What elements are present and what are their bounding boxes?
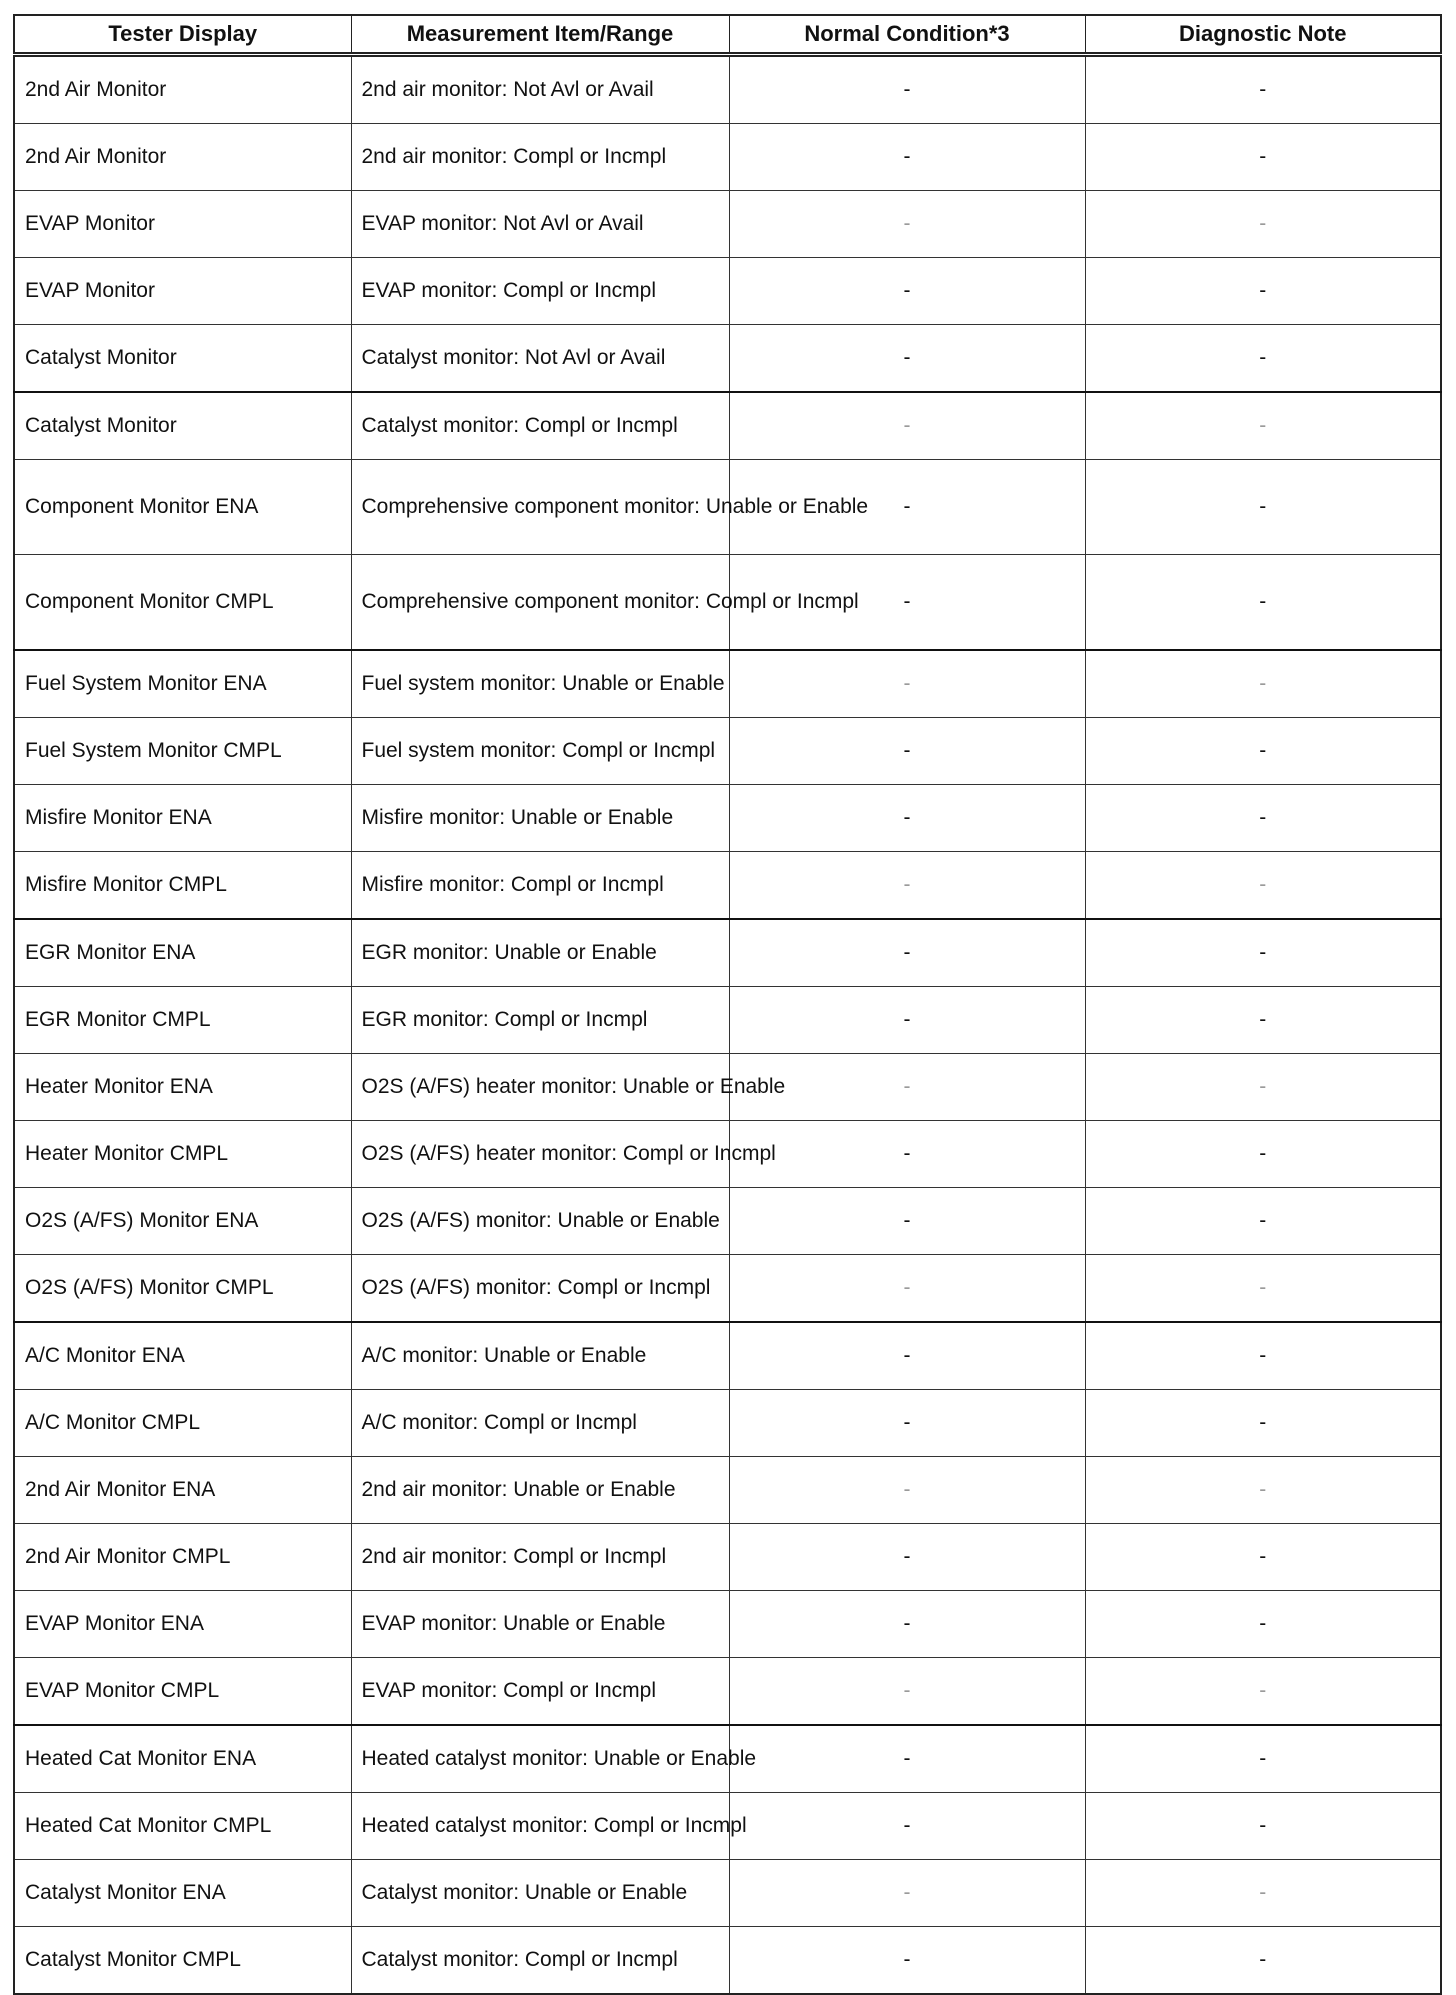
tester-display-cell: A/C Monitor ENA — [14, 1322, 351, 1390]
measurement-item-cell: O2S (A/FS) heater monitor: Unable or Enable — [351, 1054, 729, 1121]
table-row — [14, 460, 1441, 555]
normal-condition-cell — [729, 258, 1085, 325]
normal-condition-cell — [729, 1793, 1085, 1860]
normal-condition-value: - — [903, 1411, 911, 1434]
measurement-item-cell: 2nd air monitor: Compl or Incmpl — [351, 1524, 729, 1591]
tester-display-cell: Component Monitor ENA — [14, 460, 351, 555]
tester-display-cell: O2S (A/FS) Monitor ENA — [14, 1188, 351, 1255]
diagnostic-note-value: - — [1259, 672, 1267, 695]
tester-display-cell: Heated Cat Monitor CMPL — [14, 1793, 351, 1860]
diagnostic-note-cell — [1085, 555, 1441, 651]
normal-condition-cell — [729, 1390, 1085, 1457]
diagnostic-note-cell — [1085, 1591, 1441, 1658]
normal-condition-value: - — [903, 1814, 911, 1837]
normal-condition-cell — [729, 124, 1085, 191]
measurement-item-cell: Misfire monitor: Unable or Enable — [351, 785, 729, 852]
table-row — [14, 124, 1441, 191]
header-measurement-item-range: Measurement Item/Range — [351, 15, 729, 55]
measurement-item-cell: Catalyst monitor: Unable or Enable — [351, 1860, 729, 1927]
measurement-item-cell: EVAP monitor: Not Avl or Avail — [351, 191, 729, 258]
table-row — [14, 1860, 1441, 1927]
table-row — [14, 1793, 1441, 1860]
normal-condition-value: - — [903, 739, 911, 762]
diagnostic-note-cell — [1085, 1054, 1441, 1121]
diagnostic-note-value: - — [1259, 941, 1267, 964]
table-row — [14, 1188, 1441, 1255]
diagnostic-note-cell — [1085, 1860, 1441, 1927]
normal-condition-value: - — [903, 1075, 911, 1098]
normal-condition-value: - — [903, 873, 911, 896]
normal-condition-cell — [729, 987, 1085, 1054]
table-row — [14, 258, 1441, 325]
diagnostic-note-value: - — [1259, 1276, 1267, 1299]
diagnostic-note-cell — [1085, 392, 1441, 460]
measurement-item-cell: Catalyst monitor: Compl or Incmpl — [351, 392, 729, 460]
tester-display-cell: 2nd Air Monitor CMPL — [14, 1524, 351, 1591]
diagnostic-note-value: - — [1259, 1008, 1267, 1031]
table-row — [14, 718, 1441, 785]
normal-condition-value: - — [903, 1478, 911, 1501]
diagnostic-note-value: - — [1259, 346, 1267, 369]
normal-condition-cell — [729, 1322, 1085, 1390]
measurement-item-cell: A/C monitor: Compl or Incmpl — [351, 1390, 729, 1457]
measurement-item-cell: Heated catalyst monitor: Compl or Incmpl — [351, 1793, 729, 1860]
header-tester-display: Tester Display — [14, 15, 351, 55]
tester-display-cell: Fuel System Monitor ENA — [14, 650, 351, 718]
normal-condition-cell — [729, 1591, 1085, 1658]
diagnostic-note-value: - — [1259, 1411, 1267, 1434]
diagnostic-note-cell — [1085, 1658, 1441, 1726]
diagnostic-note-value: - — [1259, 1545, 1267, 1568]
diagnostic-note-cell — [1085, 1322, 1441, 1390]
normal-condition-value: - — [903, 590, 911, 613]
diagnostic-note-cell — [1085, 1121, 1441, 1188]
tester-display-cell: Catalyst Monitor — [14, 325, 351, 393]
diagnostic-note-value: - — [1259, 1075, 1267, 1098]
tester-display-cell: Catalyst Monitor — [14, 392, 351, 460]
normal-condition-cell — [729, 1188, 1085, 1255]
tester-display-cell: Fuel System Monitor CMPL — [14, 718, 351, 785]
tester-display-cell: Catalyst Monitor ENA — [14, 1860, 351, 1927]
diagnostic-note-value: - — [1259, 1679, 1267, 1702]
normal-condition-value: - — [903, 279, 911, 302]
diagnostic-note-value: - — [1259, 414, 1267, 437]
measurement-item-cell: O2S (A/FS) monitor: Compl or Incmpl — [351, 1255, 729, 1323]
normal-condition-value: - — [903, 78, 911, 101]
normal-condition-cell — [729, 1860, 1085, 1927]
table-row — [14, 1390, 1441, 1457]
diagnostic-note-value: - — [1259, 1881, 1267, 1904]
table-header — [14, 15, 1441, 55]
diagnostic-note-value: - — [1259, 873, 1267, 896]
diagnostic-note-value: - — [1259, 590, 1267, 613]
normal-condition-value: - — [903, 1008, 911, 1031]
diagnostic-note-cell — [1085, 55, 1441, 124]
diagnostic-note-value: - — [1259, 1814, 1267, 1837]
measurement-item-cell: 2nd air monitor: Unable or Enable — [351, 1457, 729, 1524]
diagnostic-note-value: - — [1259, 78, 1267, 101]
tester-display-cell: Heater Monitor CMPL — [14, 1121, 351, 1188]
table-row — [14, 55, 1441, 124]
normal-condition-value: - — [903, 672, 911, 695]
normal-condition-value: - — [903, 145, 911, 168]
tester-display-cell: A/C Monitor CMPL — [14, 1390, 351, 1457]
diagnostic-note-cell — [1085, 987, 1441, 1054]
table-row — [14, 919, 1441, 987]
tester-display-cell: Misfire Monitor CMPL — [14, 852, 351, 920]
table-row — [14, 852, 1441, 920]
normal-condition-value: - — [903, 1209, 911, 1232]
diagnostic-note-value: - — [1259, 806, 1267, 829]
measurement-item-cell: Fuel system monitor: Compl or Incmpl — [351, 718, 729, 785]
tester-display-cell: EVAP Monitor — [14, 258, 351, 325]
tester-display-cell: Catalyst Monitor CMPL — [14, 1927, 351, 1995]
document-page — [13, 14, 1440, 1995]
measurement-item-cell: A/C monitor: Unable or Enable — [351, 1322, 729, 1390]
diagnostic-note-cell — [1085, 1793, 1441, 1860]
table-row — [14, 1591, 1441, 1658]
table-row — [14, 785, 1441, 852]
normal-condition-value: - — [903, 414, 911, 437]
diagnostic-note-cell — [1085, 718, 1441, 785]
normal-condition-value: - — [903, 1679, 911, 1702]
diagnostic-note-value: - — [1259, 1948, 1267, 1971]
tester-display-cell: 2nd Air Monitor — [14, 124, 351, 191]
normal-condition-value: - — [903, 346, 911, 369]
tester-display-cell: EVAP Monitor CMPL — [14, 1658, 351, 1726]
normal-condition-value: - — [903, 1747, 911, 1770]
diagnostic-note-cell — [1085, 191, 1441, 258]
table-row — [14, 1255, 1441, 1323]
measurement-item-cell: Heated catalyst monitor: Unable or Enable — [351, 1725, 729, 1793]
normal-condition-cell — [729, 852, 1085, 920]
header-row — [14, 15, 1441, 55]
normal-condition-value: - — [903, 1612, 911, 1635]
diagnostic-note-cell — [1085, 1725, 1441, 1793]
measurement-item-cell: 2nd air monitor: Not Avl or Avail — [351, 55, 729, 124]
diagnostic-note-value: - — [1259, 1344, 1267, 1367]
normal-condition-cell — [729, 1927, 1085, 1995]
normal-condition-value: - — [903, 1344, 911, 1367]
tester-display-cell: 2nd Air Monitor ENA — [14, 1457, 351, 1524]
diagnostic-note-value: - — [1259, 212, 1267, 235]
header-diagnostic-note: Diagnostic Note — [1085, 15, 1441, 55]
tester-display-cell: EVAP Monitor ENA — [14, 1591, 351, 1658]
normal-condition-cell — [729, 1255, 1085, 1323]
tester-display-cell: O2S (A/FS) Monitor CMPL — [14, 1255, 351, 1323]
diagnostic-note-value: - — [1259, 145, 1267, 168]
tester-display-cell: Misfire Monitor ENA — [14, 785, 351, 852]
normal-condition-cell — [729, 785, 1085, 852]
normal-condition-cell — [729, 1457, 1085, 1524]
normal-condition-cell — [729, 325, 1085, 393]
diagnostic-note-cell — [1085, 1390, 1441, 1457]
measurement-item-cell: Catalyst monitor: Compl or Incmpl — [351, 1927, 729, 1995]
monitor-data-table — [13, 14, 1442, 1995]
normal-condition-value: - — [903, 1545, 911, 1568]
normal-condition-value: - — [903, 1948, 911, 1971]
measurement-item-cell: Comprehensive component monitor: Unable or Enable — [351, 460, 729, 555]
diagnostic-note-cell — [1085, 650, 1441, 718]
normal-condition-value: - — [903, 1276, 911, 1299]
measurement-item-cell: 2nd air monitor: Compl or Incmpl — [351, 124, 729, 191]
normal-condition-cell — [729, 1658, 1085, 1726]
diagnostic-note-value: - — [1259, 1747, 1267, 1770]
table-row — [14, 325, 1441, 393]
diagnostic-note-cell — [1085, 1457, 1441, 1524]
table-row — [14, 392, 1441, 460]
diagnostic-note-cell — [1085, 1927, 1441, 1995]
tester-display-cell: EGR Monitor ENA — [14, 919, 351, 987]
diagnostic-note-cell — [1085, 1255, 1441, 1323]
normal-condition-value: - — [903, 212, 911, 235]
tester-display-cell: Heater Monitor ENA — [14, 1054, 351, 1121]
measurement-item-cell: EGR monitor: Unable or Enable — [351, 919, 729, 987]
normal-condition-value: - — [903, 1142, 911, 1165]
measurement-item-cell: EVAP monitor: Compl or Incmpl — [351, 1658, 729, 1726]
table-body — [14, 55, 1441, 1995]
diagnostic-note-value: - — [1259, 495, 1267, 518]
normal-condition-cell — [729, 1725, 1085, 1793]
normal-condition-cell — [729, 191, 1085, 258]
header-normal-condition: Normal Condition*3 — [729, 15, 1085, 55]
diagnostic-note-value: - — [1259, 739, 1267, 762]
diagnostic-note-cell — [1085, 1524, 1441, 1591]
table-row — [14, 1322, 1441, 1390]
diagnostic-note-value: - — [1259, 1142, 1267, 1165]
table-row — [14, 555, 1441, 651]
diagnostic-note-cell — [1085, 1188, 1441, 1255]
diagnostic-note-cell — [1085, 325, 1441, 393]
table-row — [14, 191, 1441, 258]
table-row — [14, 1658, 1441, 1726]
normal-condition-value: - — [903, 1881, 911, 1904]
diagnostic-note-cell — [1085, 258, 1441, 325]
table-row — [14, 1054, 1441, 1121]
normal-condition-cell — [729, 1121, 1085, 1188]
measurement-item-cell: EVAP monitor: Compl or Incmpl — [351, 258, 729, 325]
diagnostic-note-cell — [1085, 785, 1441, 852]
table-row — [14, 1524, 1441, 1591]
tester-display-cell: EGR Monitor CMPL — [14, 987, 351, 1054]
table-row — [14, 1121, 1441, 1188]
diagnostic-note-value: - — [1259, 1209, 1267, 1232]
diagnostic-note-value: - — [1259, 1478, 1267, 1501]
table-row — [14, 650, 1441, 718]
measurement-item-cell: EGR monitor: Compl or Incmpl — [351, 987, 729, 1054]
diagnostic-note-value: - — [1259, 279, 1267, 302]
tester-display-cell: Component Monitor CMPL — [14, 555, 351, 651]
diagnostic-note-cell — [1085, 919, 1441, 987]
normal-condition-value: - — [903, 495, 911, 518]
measurement-item-cell: O2S (A/FS) monitor: Unable or Enable — [351, 1188, 729, 1255]
table-row — [14, 1927, 1441, 1995]
measurement-item-cell: Catalyst monitor: Not Avl or Avail — [351, 325, 729, 393]
tester-display-cell: EVAP Monitor — [14, 191, 351, 258]
diagnostic-note-cell — [1085, 124, 1441, 191]
measurement-item-cell: Comprehensive component monitor: Compl or Incmpl — [351, 555, 729, 651]
table-row — [14, 1457, 1441, 1524]
normal-condition-cell — [729, 55, 1085, 124]
table-row — [14, 1725, 1441, 1793]
normal-condition-cell — [729, 718, 1085, 785]
normal-condition-cell — [729, 1524, 1085, 1591]
normal-condition-cell — [729, 650, 1085, 718]
table-row — [14, 987, 1441, 1054]
normal-condition-cell — [729, 919, 1085, 987]
diagnostic-note-cell — [1085, 852, 1441, 920]
measurement-item-cell: EVAP monitor: Unable or Enable — [351, 1591, 729, 1658]
diagnostic-note-value: - — [1259, 1612, 1267, 1635]
normal-condition-value: - — [903, 941, 911, 964]
measurement-item-cell: O2S (A/FS) heater monitor: Compl or Incmpl — [351, 1121, 729, 1188]
tester-display-cell: 2nd Air Monitor — [14, 55, 351, 124]
measurement-item-cell: Fuel system monitor: Unable or Enable — [351, 650, 729, 718]
measurement-item-cell: Misfire monitor: Compl or Incmpl — [351, 852, 729, 920]
normal-condition-value: - — [903, 806, 911, 829]
normal-condition-cell — [729, 392, 1085, 460]
diagnostic-note-cell — [1085, 460, 1441, 555]
tester-display-cell: Heated Cat Monitor ENA — [14, 1725, 351, 1793]
